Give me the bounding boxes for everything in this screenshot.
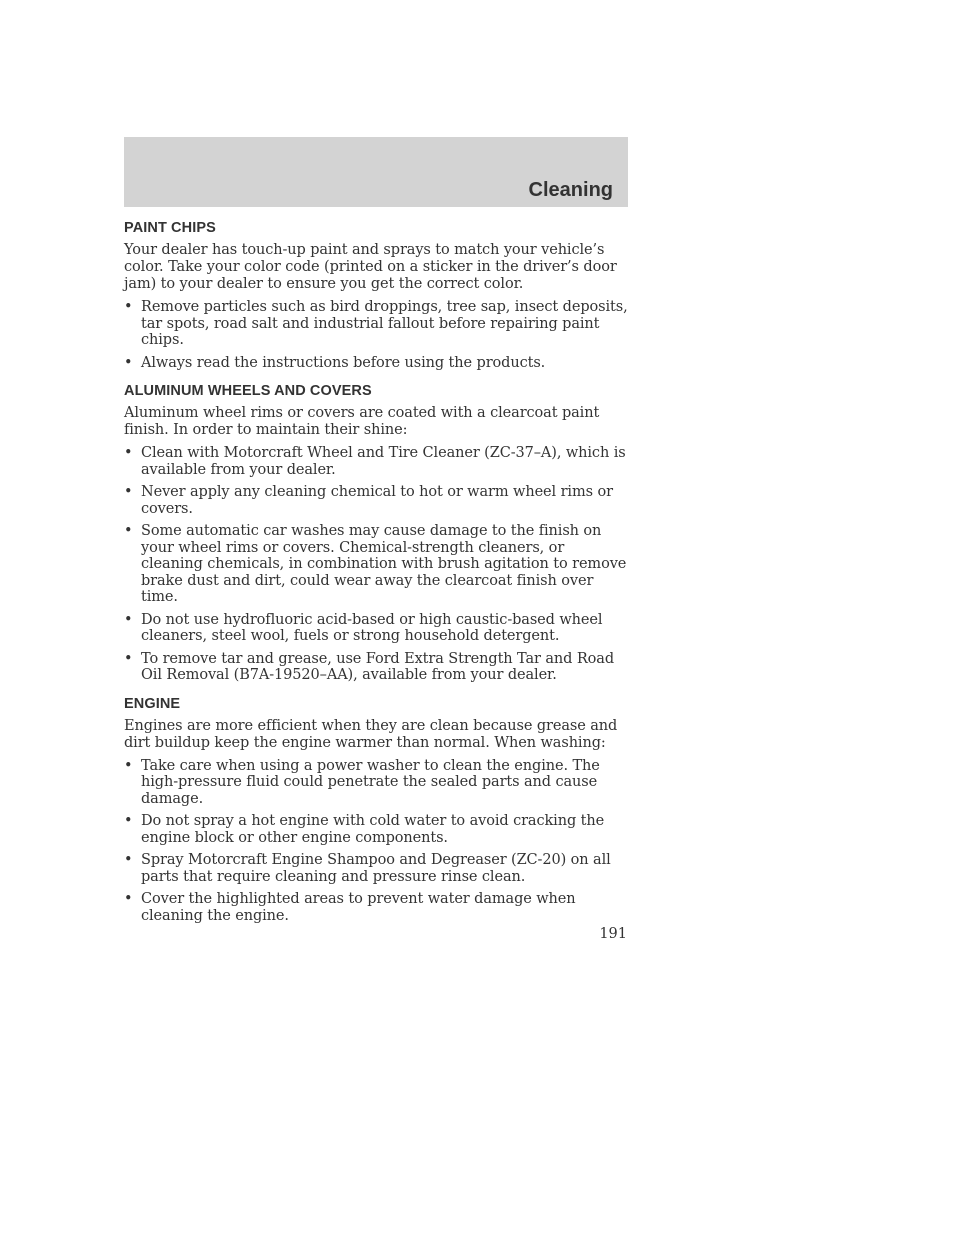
section-heading: ALUMINUM WHEELS AND COVERS: [124, 383, 372, 399]
section-heading: ENGINE: [124, 695, 181, 712]
section-paint-chips: [124, 220, 628, 371]
list-item-text: Never apply any cleaning chemical to hot or warm wheel rims or covers.: [141, 484, 613, 517]
bullet-icon: •: [124, 484, 133, 500]
list-item: [124, 612, 628, 645]
list-item-text: Remove particles such as bird droppings, tree sap, insect deposits, tar spots, road salt and industrial fallout before repairing paint chips.: [141, 299, 628, 348]
list-item: [124, 852, 628, 885]
bullet-icon: •: [124, 611, 133, 628]
section-aluminum-wheels: [124, 383, 628, 684]
list-item-text: Take care when using a power washer to clean the engine. The high-pressure fluid could penetrate the sealed parts and cause damage.: [141, 757, 600, 807]
bullet-icon: •: [124, 445, 133, 461]
bullet-icon: •: [124, 757, 133, 774]
section-heading: PAINT CHIPS: [124, 220, 216, 236]
section-paragraph: Your dealer has touch-up paint and sprays to match your vehicle’s color. Take your color code (printed on a sticker in the driver’s door jam) to your dealer to ensure you get the correct color.: [124, 242, 617, 292]
bullet-list: [124, 758, 628, 925]
section-paragraph: Engines are more efficient when they are clean because grease and dirt buildup keep the engine warmer than normal. When washing:: [124, 717, 618, 751]
list-item-text: Cover the highlighted areas to prevent water damage when cleaning the engine.: [141, 891, 576, 924]
list-item-text: Clean with Motorcraft Wheel and Tire Cleaner (ZC-37–A), which is available from your dealer.: [141, 445, 626, 478]
list-item: [124, 484, 628, 517]
list-item: [124, 299, 628, 349]
bullet-icon: •: [124, 354, 133, 371]
list-item: [124, 445, 628, 478]
list-item: [124, 523, 628, 606]
chapter-title: Cleaning: [528, 179, 613, 201]
bullet-list: [124, 299, 628, 371]
list-item-text: Some automatic car washes may cause damage to the finish on your wheel rims or covers. Chemical-strength cleaners, or cleaning chemicals, in combination with brush agitation to remove brake dust and dirt, could wear away the clearcoat finish over time.: [141, 523, 627, 605]
chapter-header-band: [124, 137, 628, 207]
list-item-text: Do not use hydrofluoric acid-based or high caustic-based wheel cleaners, steel wool, fuels or strong household detergent.: [141, 611, 603, 644]
list-item-text: Spray Motorcraft Engine Shampoo and Degreaser (ZC-20) on all parts that require cleaning and pressure rinse clean.: [141, 852, 611, 885]
bullet-icon: •: [124, 852, 133, 868]
page-number: 191: [599, 926, 627, 942]
page-content: [124, 220, 628, 936]
section-engine: [124, 696, 628, 925]
bullet-icon: •: [124, 650, 133, 667]
list-item: [124, 355, 628, 372]
section-paragraph: Aluminum wheel rims or covers are coated with a clearcoat paint finish. In order to maintain their shine:: [124, 405, 600, 438]
list-item: [124, 891, 628, 924]
bullet-icon: •: [124, 523, 133, 539]
bullet-list: [124, 445, 628, 684]
list-item-text: Always read the instructions before using the products.: [141, 354, 546, 371]
bullet-icon: •: [124, 813, 133, 829]
list-item: [124, 758, 628, 808]
list-item-text: To remove tar and grease, use Ford Extra Strength Tar and Road Oil Removal (B7A-19520–AA), available from your dealer.: [141, 650, 615, 683]
list-item: [124, 651, 628, 684]
list-item: [124, 813, 628, 846]
list-item-text: Do not spray a hot engine with cold water to avoid cracking the engine block or other engine components.: [141, 813, 605, 846]
bullet-icon: •: [124, 299, 133, 315]
bullet-icon: •: [124, 891, 133, 907]
